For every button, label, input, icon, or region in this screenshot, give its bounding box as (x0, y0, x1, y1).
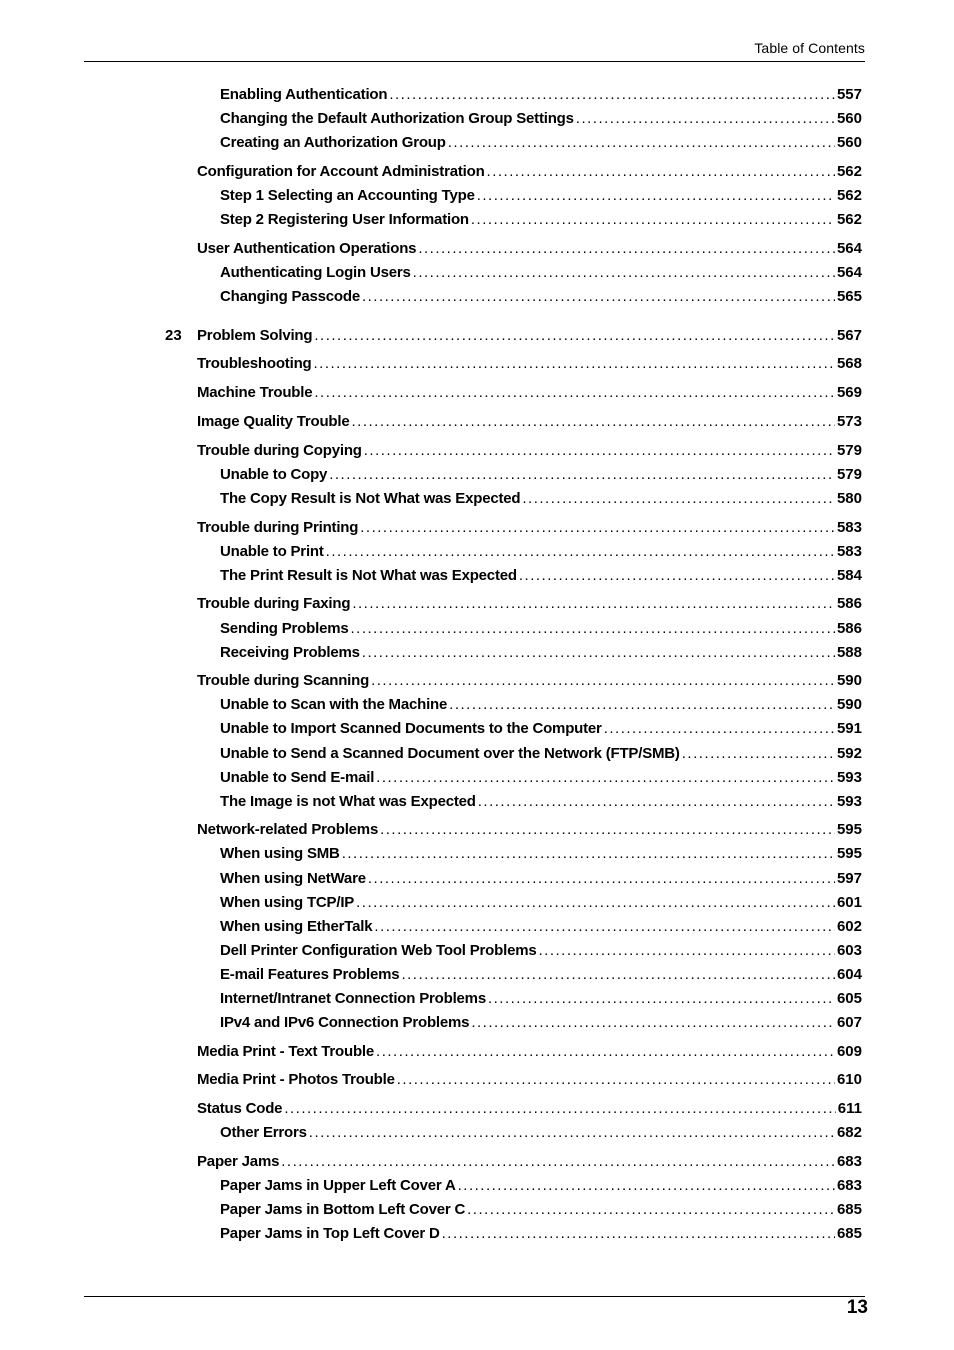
dot-leader (309, 1123, 835, 1143)
toc-entry[interactable] (197, 239, 862, 259)
toc-entry-page: 593 (836, 769, 862, 786)
toc-entry-page: 590 (836, 696, 862, 713)
dot-leader (380, 820, 835, 840)
toc-entry-label: Paper Jams in Bottom Left Cover C (220, 1201, 466, 1218)
toc-entry-label: Unable to Copy (220, 466, 328, 483)
dot-leader (397, 1070, 835, 1090)
toc-entry[interactable] (165, 326, 862, 346)
dot-leader (362, 287, 835, 307)
toc-entry[interactable] (220, 893, 862, 913)
toc-entry-label: Configuration for Account Administration (197, 163, 485, 180)
toc-entry[interactable] (197, 383, 862, 403)
toc-entry[interactable] (220, 1200, 862, 1220)
dot-leader (314, 354, 835, 374)
toc-entry-label: Unable to Print (220, 543, 324, 560)
page-number: 13 (846, 1297, 868, 1318)
toc-entry[interactable] (220, 210, 862, 230)
toc-entry[interactable] (220, 109, 862, 129)
dot-leader (326, 542, 835, 562)
toc-entry[interactable] (220, 768, 862, 788)
toc-entry-page: 683 (836, 1153, 862, 1170)
toc-entry-page: 560 (836, 110, 862, 127)
toc-entry[interactable] (220, 1013, 862, 1033)
toc-entry-page: 597 (836, 870, 862, 887)
dot-leader (488, 989, 835, 1009)
toc-entry-label: The Print Result is Not What was Expected (220, 567, 517, 584)
toc-entry-label: Unable to Import Scanned Documents to the Computer (220, 720, 602, 737)
toc-entry-label: Step 1 Selecting an Accounting Type (220, 187, 475, 204)
dot-leader (352, 594, 835, 614)
dot-leader (360, 518, 835, 538)
toc-entry[interactable] (220, 643, 862, 663)
dot-leader (604, 719, 835, 739)
dot-leader (371, 671, 835, 691)
toc-entry[interactable] (220, 287, 862, 307)
dot-leader (449, 695, 835, 715)
toc-entry-label: Enabling Authentication (220, 86, 388, 103)
toc-entry-label: Step 2 Registering User Information (220, 211, 469, 228)
toc-entry-page: 609 (836, 1043, 862, 1060)
toc-entry[interactable] (197, 162, 862, 182)
toc-entry[interactable] (220, 1123, 862, 1143)
toc-entry-label: Authenticating Login Users (220, 264, 411, 281)
toc-entry[interactable] (220, 1176, 862, 1196)
toc-entry-label: The Image is not What was Expected (220, 793, 476, 810)
toc-entry-label: Internet/Intranet Connection Problems (220, 990, 486, 1007)
toc-entry-label: When using SMB (220, 845, 340, 862)
dot-leader (356, 893, 835, 913)
toc-entry-page: 564 (836, 240, 862, 257)
toc-entry-label: E-mail Features Problems (220, 966, 400, 983)
toc-entry-label: Trouble during Scanning (197, 672, 370, 689)
toc-entry-label: When using TCP/IP (220, 894, 355, 911)
toc-entry-page: 595 (836, 845, 862, 862)
dot-leader (374, 917, 835, 937)
toc-entry-label: Other Errors (220, 1124, 307, 1141)
toc-entry-page: 611 (837, 1100, 862, 1117)
toc-entry[interactable] (220, 965, 862, 985)
toc-entry-label: Creating an Authorization Group (220, 134, 446, 151)
toc-entry-label: Media Print - Photos Trouble (197, 1071, 395, 1088)
toc-entry-page: 583 (836, 543, 862, 560)
toc-entry-page: 562 (836, 187, 862, 204)
toc-entry[interactable] (220, 542, 862, 562)
toc-entry-page: 584 (836, 567, 862, 584)
toc-entry-label: Status Code (197, 1100, 283, 1117)
toc-entry-page: 586 (836, 595, 862, 612)
toc-entry-label: Unable to Send E-mail (220, 769, 375, 786)
toc-entry-page: 683 (836, 1177, 862, 1194)
toc-entry-label: Problem Solving (197, 327, 313, 344)
toc-entry-label: Paper Jams (197, 1153, 280, 1170)
dot-leader (458, 1176, 835, 1196)
dot-leader (471, 210, 835, 230)
toc-entry[interactable] (220, 869, 862, 889)
toc-entry[interactable] (197, 412, 862, 432)
toc-entry-page: 586 (836, 620, 862, 637)
dot-leader (539, 941, 835, 961)
toc-entry-page: 588 (836, 644, 862, 661)
toc-entry-page: 602 (836, 918, 862, 935)
toc-entry-label: When using EtherTalk (220, 918, 373, 935)
dot-leader (368, 869, 835, 889)
toc-entry-label: Media Print - Text Trouble (197, 1043, 375, 1060)
toc-entry-label: Sending Problems (220, 620, 349, 637)
toc-entry-page: 604 (836, 966, 862, 983)
toc-entry-label: Receiving Problems (220, 644, 360, 661)
toc-entry[interactable] (220, 465, 862, 485)
toc-entry-label: IPv4 and IPv6 Connection Problems (220, 1014, 470, 1031)
toc-entry[interactable] (197, 1042, 862, 1062)
toc-entry[interactable] (220, 186, 862, 206)
toc-entry-page: 595 (836, 821, 862, 838)
dot-leader (342, 844, 835, 864)
toc-entry[interactable] (220, 744, 862, 764)
dot-leader (576, 109, 835, 129)
toc-entry-page: 601 (836, 894, 862, 911)
toc-entry[interactable] (220, 792, 862, 812)
toc-entry-label: Network-related Problems (197, 821, 379, 838)
dot-leader (418, 239, 835, 259)
toc-entry[interactable] (220, 989, 862, 1009)
toc-entry-page: 593 (836, 793, 862, 810)
toc-entry-label: Troubleshooting (197, 355, 312, 372)
toc-entry-page: 607 (836, 1014, 862, 1031)
toc-entry-page: 564 (836, 264, 862, 281)
toc-entry[interactable] (220, 85, 862, 105)
toc-entry-page: 579 (836, 466, 862, 483)
toc-entry-page: 562 (836, 163, 862, 180)
dot-leader (478, 792, 835, 812)
dot-leader (314, 383, 835, 403)
toc-entry[interactable] (197, 518, 862, 538)
dot-leader (329, 465, 835, 485)
toc-entry-label: Image Quality Trouble (197, 413, 350, 430)
dot-leader (467, 1200, 835, 1220)
dot-leader (362, 643, 835, 663)
dot-leader (376, 1042, 835, 1062)
toc-entry-page: 573 (836, 413, 862, 430)
toc-entry-page: 685 (836, 1201, 862, 1218)
dot-leader (314, 326, 835, 346)
toc-entry[interactable] (197, 671, 862, 691)
toc-entry-label: Trouble during Faxing (197, 595, 351, 612)
dot-leader (389, 85, 835, 105)
toc-entry[interactable] (197, 1099, 862, 1119)
toc-entry[interactable] (197, 1152, 862, 1172)
toc-entry[interactable] (220, 489, 862, 509)
dot-leader (284, 1099, 835, 1119)
toc-entry-page: 579 (836, 442, 862, 459)
dot-leader (448, 133, 835, 153)
toc-entry-page: 590 (836, 672, 862, 689)
toc-entry[interactable] (220, 695, 862, 715)
toc-entry-page: 562 (836, 211, 862, 228)
toc-entry-page: 568 (836, 355, 862, 372)
toc-entry-page: 592 (836, 745, 862, 762)
toc-entry[interactable] (220, 133, 862, 153)
toc-entry-page: 682 (836, 1124, 862, 1141)
dot-leader (352, 412, 835, 432)
dot-leader (471, 1013, 835, 1033)
toc-entry-page: 569 (836, 384, 862, 401)
page-header-title: Table of Contents (754, 40, 865, 56)
toc-entry[interactable] (220, 917, 862, 937)
toc-entry-page: 557 (836, 86, 862, 103)
dot-leader (442, 1224, 835, 1244)
dot-leader (364, 441, 835, 461)
dot-leader (351, 619, 835, 639)
toc-entry[interactable] (220, 719, 862, 739)
toc-entry-label: Paper Jams in Top Left Cover D (220, 1225, 440, 1242)
dot-leader (401, 965, 835, 985)
dot-leader (522, 489, 835, 509)
toc-entry-page: 567 (836, 327, 862, 344)
dot-leader (281, 1152, 835, 1172)
toc-entry[interactable] (220, 844, 862, 864)
dot-leader (376, 768, 835, 788)
toc-entry-page: 565 (836, 288, 862, 305)
toc-entry-label: Machine Trouble (197, 384, 313, 401)
chapter-number: 23 (165, 327, 182, 344)
dot-leader (413, 263, 835, 283)
toc-entry-label: Trouble during Copying (197, 442, 362, 459)
toc-entry-page: 560 (836, 134, 862, 151)
dot-leader (487, 162, 835, 182)
toc-entry-page: 603 (836, 942, 862, 959)
toc-entry[interactable] (197, 354, 862, 374)
toc-entry-page: 591 (836, 720, 862, 737)
toc-entry-label: When using NetWare (220, 870, 366, 887)
footer-divider (84, 1296, 865, 1297)
toc-entry[interactable] (220, 941, 862, 961)
toc-entry-label: Unable to Send a Scanned Document over the Network (FTP/SMB) (220, 745, 680, 762)
toc-entry-label: User Authentication Operations (197, 240, 417, 257)
toc-entry-label: Dell Printer Configuration Web Tool Problems (220, 942, 537, 959)
toc-entry-page: 685 (836, 1225, 862, 1242)
toc-entry-label: Paper Jams in Upper Left Cover A (220, 1177, 456, 1194)
toc-entry-page: 610 (836, 1071, 862, 1088)
toc-entry-page: 580 (836, 490, 862, 507)
toc-entry[interactable] (220, 566, 862, 586)
toc-entry-label: Changing Passcode (220, 288, 360, 305)
toc-entry[interactable] (197, 1070, 862, 1090)
toc-entry-page: 605 (836, 990, 862, 1007)
dot-leader (477, 186, 835, 206)
toc-entry[interactable] (220, 1224, 862, 1244)
toc-entry-page: 583 (836, 519, 862, 536)
dot-leader (682, 744, 835, 764)
toc-entry[interactable] (197, 594, 862, 614)
toc-entry-label: The Copy Result is Not What was Expected (220, 490, 521, 507)
toc-entry[interactable] (197, 441, 862, 461)
toc-entry[interactable] (220, 619, 862, 639)
toc-entry[interactable] (197, 820, 862, 840)
toc-entry-label: Trouble during Printing (197, 519, 359, 536)
toc-entry[interactable] (220, 263, 862, 283)
toc-entry-label: Changing the Default Authorization Group Settings (220, 110, 574, 127)
dot-leader (519, 566, 835, 586)
toc-entry-label: Unable to Scan with the Machine (220, 696, 448, 713)
